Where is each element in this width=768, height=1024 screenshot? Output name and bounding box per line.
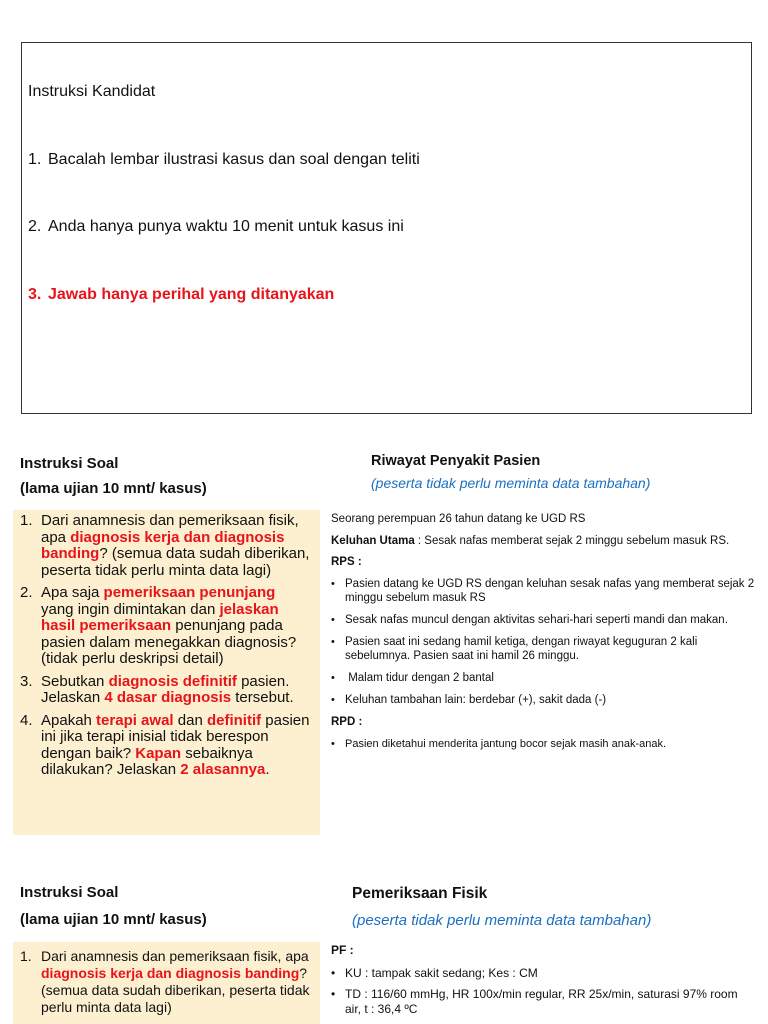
riwayat-subtitle: (peserta tidak perlu meminta data tambahan) [371, 475, 651, 491]
list-item: • Malam tidur dengan 2 bantal [331, 672, 494, 684]
list-item: • Sesak nafas muncul dengan aktivitas sehari-hari seperti mandi dan makan. [331, 614, 728, 626]
riwayat-intro: Seorang perempuan 26 tahun datang ke UGD RS [331, 513, 586, 525]
list-item: • Pasien diketahui menderita jantung bocor sejak masih anak-anak. [331, 738, 667, 750]
list-item: • Pasien saat ini sedang hamil ketiga, dengan riwayat keguguran 2 kali sebelumnya. Pasien saat ini hamil 26 minggu. [331, 636, 698, 662]
keluhan-utama: Keluhan Utama : Sesak nafas memberat sejak 2 minggu sebelum masuk RS. [331, 535, 730, 547]
list-item: • Keluhan tambahan lain: berdebar (+), sakit dada (-) [331, 694, 607, 706]
rps-list [331, 577, 756, 707]
rps-label: RPS : [331, 556, 362, 568]
soal-1-subtitle: (lama ujian 10 mnt/ kasus) [20, 480, 207, 497]
pf-label: PF : [331, 943, 354, 957]
question-4: 4. Apakah terapi awal dan definitif pasien ini jika terapi inisial tidak berespon dengan baik? Kapan sebaiknya dilakukan? Jelaskan 2 alasannya. [20, 711, 310, 778]
candidate-instructions-title: Instruksi Kandidat [28, 83, 156, 100]
pemeriksaan-subtitle: (peserta tidak perlu meminta data tambahan) [352, 912, 652, 929]
list-item: • KU : tampak sakit sedang; Kes : CM [331, 966, 538, 980]
pemeriksaan-body [331, 943, 751, 1023]
soal-2-title: Instruksi Soal [20, 884, 119, 901]
rpd-list [331, 737, 756, 751]
soal-1-title: Instruksi Soal [20, 455, 119, 472]
soal-1-question-panel [13, 510, 320, 835]
candidate-instruction-2: 2. Anda hanya punya waktu 10 menit untuk kasus ini [28, 218, 404, 235]
question-3: 3. Sebutkan diagnosis definitif pasien. Jelaskan 4 dasar diagnosis tersebut. [20, 672, 294, 706]
question-2: 2. Apa saja pemeriksaan penunjang yang ingin dimintakan dan jelaskan hasil pemeriksaan penunjang pada pasien dalam menegakkan diagnosis? (tidak perlu deskripsi detail) [20, 584, 297, 667]
list-item: • Pasien datang ke UGD RS dengan keluhan sesak nafas yang memberat sejak 2 minggu sebelum masuk RS [331, 578, 755, 604]
rpd-label: RPD : [331, 716, 363, 728]
candidate-instruction-1: 1. Bacalah lembar ilustrasi kasus dan soal dengan teliti [28, 151, 420, 168]
pf-list [331, 966, 751, 1017]
question-1: 1. Dari anamnesis dan pemeriksaan fisik, apa diagnosis kerja dan diagnosis banding? (semua data sudah diberikan, peserta tidak perlu minta data lagi) [20, 948, 310, 1015]
candidate-instructions-box [21, 42, 752, 414]
pemeriksaan-title: Pemeriksaan Fisik [352, 885, 488, 902]
soal-2-question-panel [13, 942, 320, 1024]
riwayat-title: Riwayat Penyakit Pasien [371, 453, 541, 469]
list-item: • TD : 116/60 mmHg, HR 100x/min regular, RR 25x/min, saturasi 97% room air, t : 36,4 ºC [331, 987, 738, 1016]
question-1: 1. Dari anamnesis dan pemeriksaan fisik, apa diagnosis kerja dan diagnosis banding? (semua data sudah diberikan, peserta tidak perlu minta data lagi) [20, 512, 310, 579]
riwayat-body [331, 512, 756, 759]
candidate-instruction-3: 3. Jawab hanya perihal yang ditanyakan [28, 286, 335, 303]
soal-2-subtitle: (lama ujian 10 mnt/ kasus) [20, 911, 207, 928]
